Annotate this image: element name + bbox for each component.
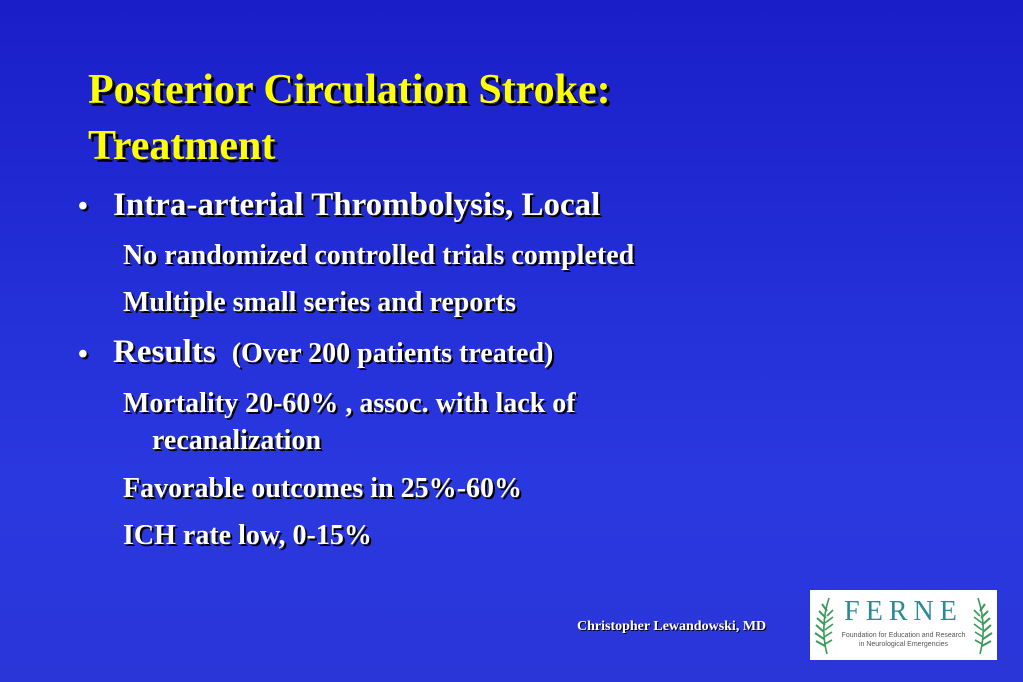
sub-item: Favorable outcomes in 25%-60% bbox=[123, 473, 522, 504]
sub-item: No randomized controlled trials completed bbox=[123, 240, 635, 271]
slide-title bbox=[88, 62, 788, 174]
sub-item: Mortality 20-60% , assoc. with lack of bbox=[123, 388, 576, 419]
sub-item-continuation: recanalization bbox=[152, 425, 322, 456]
logo-wordmark: FERNE bbox=[844, 596, 963, 627]
bullet-marker: • bbox=[78, 191, 88, 222]
ferne-logo bbox=[810, 590, 997, 660]
fern-right-icon bbox=[970, 594, 994, 656]
bullet-text bbox=[113, 334, 553, 371]
results-note: (Over 200 patients treated) bbox=[231, 338, 554, 369]
bullet-marker: • bbox=[78, 339, 88, 370]
bullet-text: Intra-arterial Thrombolysis, Local bbox=[113, 187, 601, 223]
results-label: Results bbox=[113, 334, 216, 370]
sub-item: ICH rate low, 0-15% bbox=[123, 520, 372, 551]
title-line-2: Treatment bbox=[88, 123, 276, 169]
logo-subtitle: Foundation for Education and Research in Neurological Emergencies bbox=[841, 632, 966, 648]
title-line-1: Posterior Circulation Stroke: bbox=[88, 67, 611, 113]
sub-item: Multiple small series and reports bbox=[123, 287, 517, 318]
author-footer: Christopher Lewandowski, MD bbox=[577, 619, 767, 634]
